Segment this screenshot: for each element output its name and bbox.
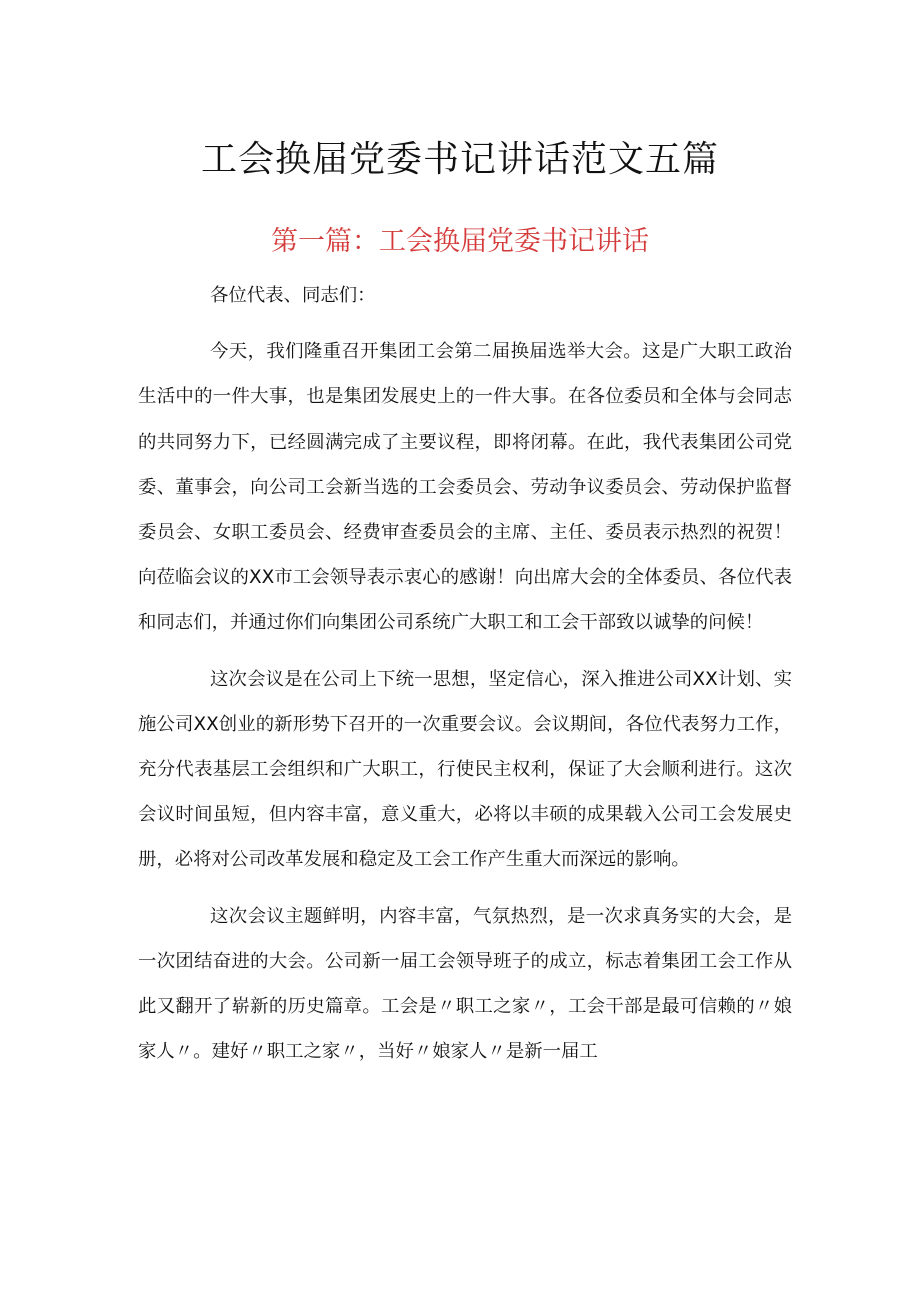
section-title: 第一篇：工会换届党委书记讲话 xyxy=(271,226,649,257)
document-title: 工会换届党委书记讲话范文五篇 xyxy=(200,139,719,180)
salutation: 各位代表、同志们： xyxy=(210,285,376,306)
paragraph-gap xyxy=(138,318,792,329)
paragraph-gap xyxy=(138,883,792,894)
paragraph-1: 今天，我们隆重召开集团工会第二届换届选举大会。这是广大职工政治生活中的一件大事，也是集团发展史上的一件大事。在各位委员和全体与会同志的共同努力下，已经圆满完成了主要议程，即将闭幕。在此，我代表集团公司党委、董事会，向公司工会新当选的工会委员会、劳动争议委员会、劳动保护监督委员会、女职工委员会、经费审查委员会的主席、主任、委员表示热烈的祝贺！向莅临会议的XX市工会领导表示衷心的感谢！向出席大会的全体委员、各位代表和同志们，并通过你们向集团公司系统广大职工和工会干部致以诚挚的问候！ xyxy=(138,341,792,634)
paragraph-2: 这次会议是在公司上下统一思想，坚定信心，深入推进公司XX计划、实施公司XX创业的新形势下召开的一次重要会议。会议期间，各位代表努力工作，充分代表基层工会组织和广大职工，行使民主权利，保证了大会顺利进行。这次会议时间虽短，但内容丰富，意义重大，必将以丰硕的成果载入公司工会发展史册，必将对公司改革发展和稳定及工会工作产生重大而深远的影响。 xyxy=(138,668,792,871)
paragraph-3: 这次会议主题鲜明，内容丰富，气氛热烈，是一次求真务实的大会，是一次团结奋进的大会。公司新一届工会领导班子的成立，标志着集团工会工作从此又翻开了崭新的历史篇章。工会是〃职工之家〃，工会干部是最可信赖的〃娘家人〃。建好〃职工之家〃，当好〃娘家人〃是新一届工 xyxy=(138,905,792,1063)
document-body xyxy=(138,273,792,1074)
paragraph-gap xyxy=(138,646,792,657)
